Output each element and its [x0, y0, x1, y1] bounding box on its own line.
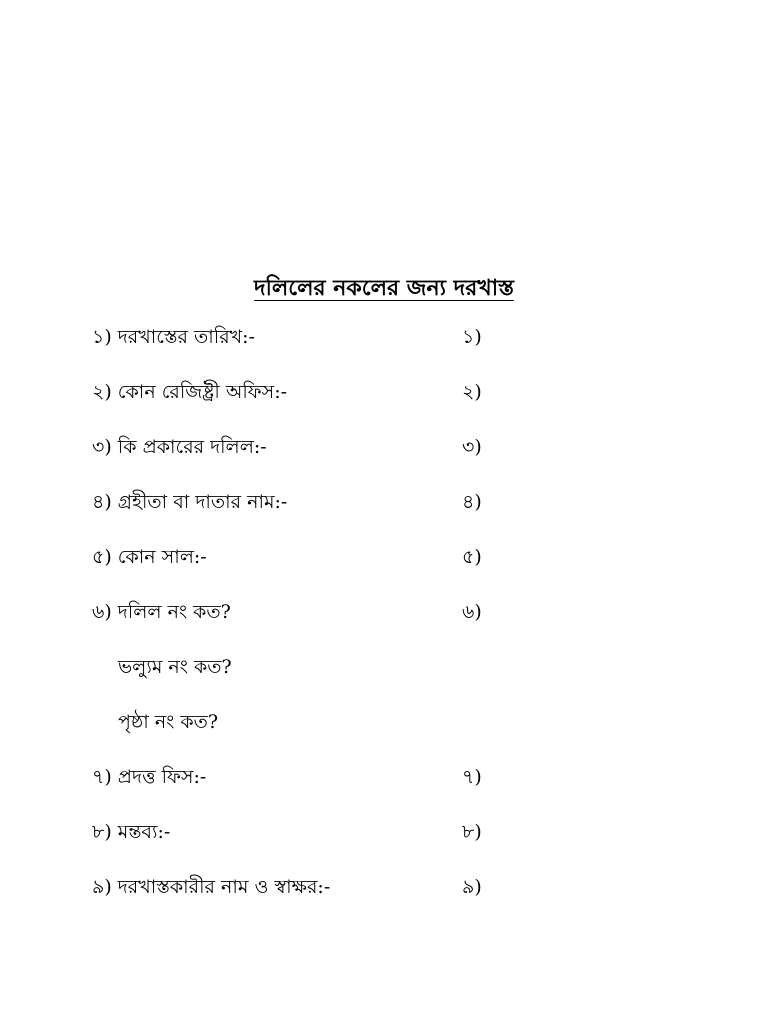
form-row-deed-number — [0, 597, 768, 652]
answer-number-1: ১) — [462, 326, 482, 348]
form-row-registry-office — [0, 377, 768, 432]
field-label-registry-office: ২) কোন রেজিষ্ট্রী অফিস:- — [92, 381, 288, 403]
application-form — [0, 322, 768, 927]
answer-number-5: ৫) — [462, 546, 482, 568]
answer-number-4: ৪) — [462, 491, 482, 513]
answer-number-2: ২) — [462, 381, 482, 403]
answer-number-7: ৭) — [462, 766, 482, 788]
form-row-applicant-signature — [0, 872, 768, 927]
field-label-remarks: ৮) মন্তব্য:- — [92, 821, 171, 843]
field-label-volume-number: ভল্যুম নং কত? — [118, 656, 232, 678]
field-label-deed-number: ৬) দলিল নং কত? — [92, 601, 231, 623]
answer-number-3: ৩) — [462, 436, 482, 458]
form-row-year — [0, 542, 768, 597]
document-title: দলিলের নকলের জন্য দরখাস্ত — [254, 275, 514, 301]
form-row-remarks — [0, 817, 768, 872]
answer-number-6: ৬) — [462, 601, 482, 623]
field-label-applicant-name-signature: ৯) দরখাস্তকারীর নাম ও স্বাক্ষর:- — [92, 876, 331, 898]
field-label-party-name: ৪) গ্রহীতা বা দাতার নাম:- — [92, 491, 288, 513]
form-row-date — [0, 322, 768, 377]
document-title-wrapper — [0, 272, 768, 304]
form-row-deed-type — [0, 432, 768, 487]
field-label-deed-type: ৩) কি প্রকারের দলিল:- — [92, 436, 267, 458]
field-label-year: ৫) কোন সাল:- — [92, 546, 207, 568]
form-row-party-name — [0, 487, 768, 542]
field-label-fee-paid: ৭) প্রদত্ত ফিস:- — [92, 766, 207, 788]
answer-number-8: ৮) — [462, 821, 482, 843]
field-label-application-date: ১) দরখাস্তের তারিখ:- — [92, 326, 255, 348]
answer-number-9: ৯) — [462, 876, 482, 898]
form-row-volume-number — [0, 652, 768, 707]
form-row-fee — [0, 762, 768, 817]
field-label-page-number: পৃষ্ঠা নং কত? — [118, 711, 219, 733]
form-row-page-number — [0, 707, 768, 762]
